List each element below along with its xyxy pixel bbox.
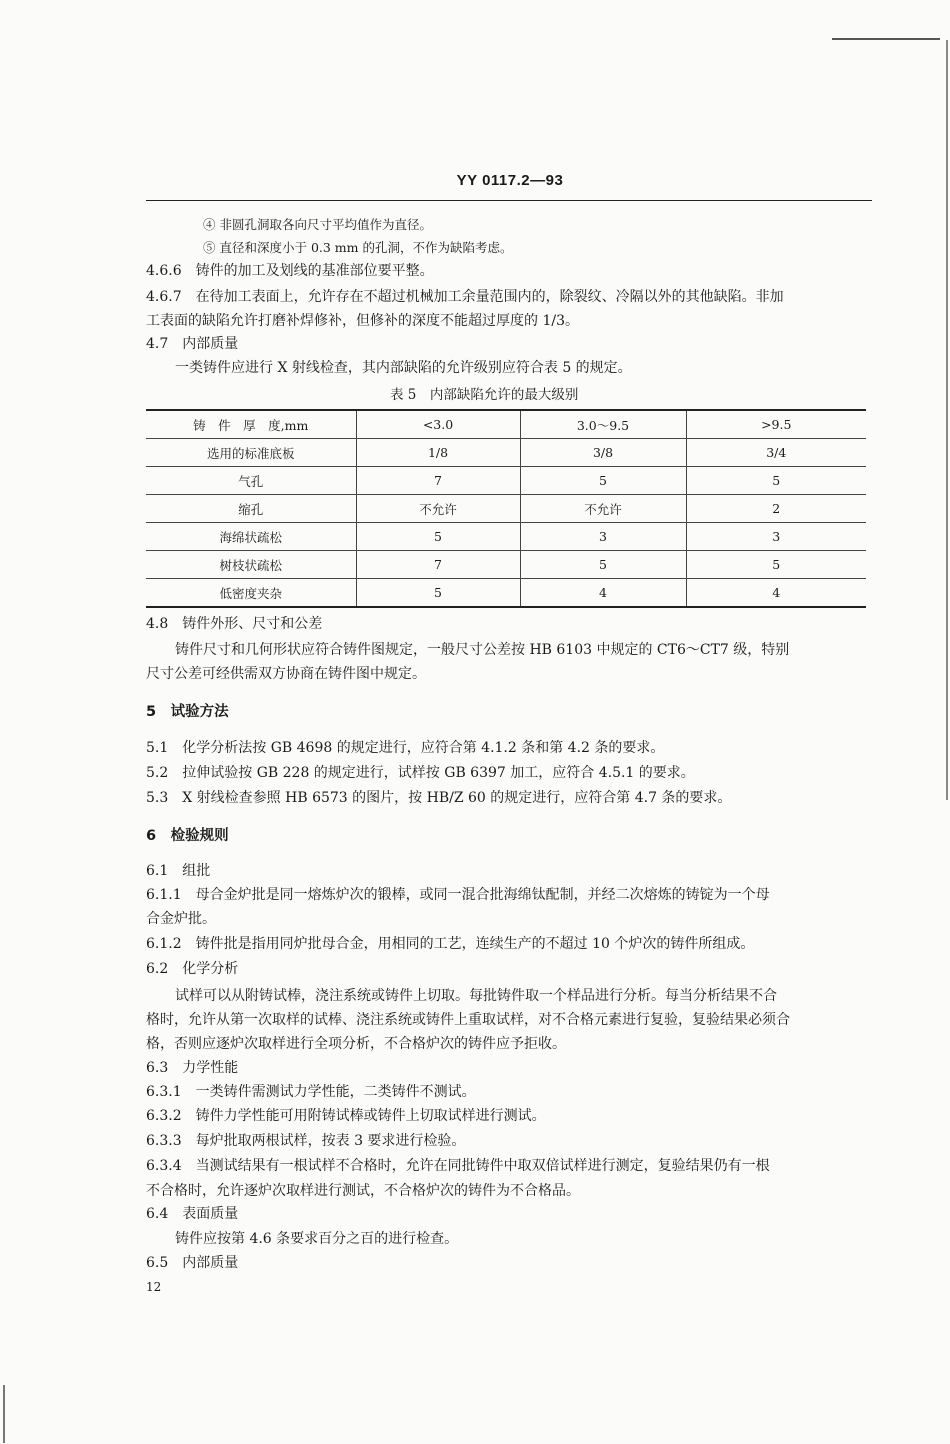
clause-4-6-7-line2: 工表面的缺陷允许打磨补焊修补，但修补的深度不能超过厚度的 1/3。 — [146, 313, 579, 329]
clause-4-8-line1: 铸件尺寸和几何形状应符合铸件图规定，一般尺寸公差按 HB 6103 中规定的 CT6～CT7 级，特别 — [175, 642, 790, 658]
header-cell: 3.0～9.5 — [520, 410, 686, 439]
clause-6-1-1-line2: 合金炉批。 — [146, 911, 216, 927]
table-cell: 5 — [356, 523, 520, 551]
clause-6-3-1: 6.3.1 一类铸件需测试力学性能，二类铸件不测试。 — [146, 1084, 476, 1100]
table-cell: 4 — [686, 579, 866, 608]
clause-6-3-3: 6.3.3 每炉批取两根试样，按表 3 要求进行检验。 — [146, 1133, 466, 1149]
table-cell: 4 — [520, 579, 686, 608]
row-label: 低密度夹杂 — [146, 579, 356, 608]
table-cell: 1/8 — [356, 439, 520, 467]
table-row — [146, 523, 866, 551]
scan-edge-line-right — [946, 40, 948, 800]
table5 — [146, 409, 866, 608]
table-cell: 5 — [520, 467, 686, 495]
clause-5-3: 5.3 X 射线检查参照 HB 6573 的图片，按 HB/Z 60 的规定进行，应符合第 4.7 条的要求。 — [146, 790, 732, 806]
header-cell: <3.0 — [356, 410, 520, 439]
clause-6-3: 6.3 力学性能 — [146, 1060, 239, 1076]
clause-6-1-2: 6.1.2 铸件批是指用同炉批母合金，用相同的工艺，连续生产的不超过 10 个炉次的铸件所组成。 — [146, 936, 755, 952]
standard-code-header: YY 0117.2—93 — [456, 172, 564, 189]
page-number: 12 — [146, 1280, 162, 1294]
table-cell: 3/8 — [520, 439, 686, 467]
header-cell: 铸 件 厚 度,mm — [146, 410, 356, 439]
note-4: ④ 非圆孔洞取各向尺寸平均值作为直径。 — [203, 217, 432, 232]
clause-5-1: 5.1 化学分析法按 GB 4698 的规定进行，应符合第 4.1.2 条和第 4.2 条的要求。 — [146, 740, 665, 756]
table-cell: 不允许 — [356, 495, 520, 523]
clause-6-2-line2: 格时，允许从第一次取样的试棒、浇注系统或铸件上重取试样，对不合格元素进行复验，复验结果必须合 — [146, 1012, 790, 1028]
clause-4-6-6: 4.6.6 铸件的加工及划线的基准部位要平整。 — [146, 263, 434, 279]
table-cell: 3/4 — [686, 439, 866, 467]
table-cell: 5 — [686, 467, 866, 495]
table-cell: 7 — [356, 467, 520, 495]
table-cell: 5 — [520, 551, 686, 579]
table-row — [146, 579, 866, 608]
row-label: 缩孔 — [146, 495, 356, 523]
table-row — [146, 467, 866, 495]
clause-6-1-1-line1: 6.1.1 母合金炉批是同一熔炼炉次的锻棒，或同一混合批海绵钛配制，并经二次熔炼的铸锭为一个母 — [146, 887, 770, 903]
scan-edge-line-left — [3, 1385, 5, 1443]
table-row — [146, 495, 866, 523]
clause-5-2: 5.2 拉伸试验按 GB 228 的规定进行，试样按 GB 6397 加工，应符合 4.5.1 的要求。 — [146, 765, 695, 781]
clause-4-8-title: 4.8 铸件外形、尺寸和公差 — [146, 616, 323, 632]
header-rule — [146, 200, 872, 201]
table-row — [146, 439, 866, 467]
clause-6-4-text: 铸件应按第 4.6 条要求百分之百的进行检查。 — [175, 1231, 459, 1247]
clause-4-7-text: 一类铸件应进行 X 射线检查，其内部缺陷的允许级别应符合表 5 的规定。 — [175, 360, 632, 376]
table-cell: 3 — [520, 523, 686, 551]
clause-4-7-title: 4.7 内部质量 — [146, 336, 239, 352]
section-5-title: 5 试验方法 — [146, 704, 229, 720]
clause-4-6-7-line1: 4.6.7 在待加工表面上，允许存在不超过机械加工余量范围内的，除裂纹、冷隔以外的其他缺陷。非加 — [146, 289, 784, 305]
row-label: 选用的标准底板 — [146, 439, 356, 467]
clause-6-2-line1: 试样可以从附铸试棒，浇注系统或铸件上切取。每批铸件取一个样品进行分析。每当分析结果不合 — [175, 988, 777, 1004]
clause-6-3-4-line1: 6.3.4 当测试结果有一根试样不合格时，允许在同批铸件中取双倍试样进行测定，复验结果仍有一根 — [146, 1158, 770, 1174]
section-6-title: 6 检验规则 — [146, 828, 229, 844]
clause-6-1: 6.1 组批 — [146, 863, 211, 879]
clause-6-5: 6.5 内部质量 — [146, 1255, 239, 1271]
table-cell: 7 — [356, 551, 520, 579]
row-label: 气孔 — [146, 467, 356, 495]
clause-4-8-line2: 尺寸公差可经供需双方协商在铸件图中规定。 — [146, 666, 426, 682]
table-row — [146, 551, 866, 579]
note-5: ⑤ 直径和深度小于 0.3 mm 的孔洞，不作为缺陷考虑。 — [203, 240, 513, 255]
table-cell: 不允许 — [520, 495, 686, 523]
clause-6-4: 6.4 表面质量 — [146, 1206, 239, 1222]
table-cell: 5 — [356, 579, 520, 608]
clause-6-3-2: 6.3.2 铸件力学性能可用附铸试棒或铸件上切取试样进行测试。 — [146, 1108, 546, 1124]
row-label: 树枝状疏松 — [146, 551, 356, 579]
table5-caption: 表 5 内部缺陷允许的最大级别 — [390, 387, 579, 403]
clause-6-2-line3: 格，否则应逐炉次取样进行全项分析，不合格炉次的铸件应予拒收。 — [146, 1036, 566, 1052]
table-cell: 5 — [686, 551, 866, 579]
clause-6-3-4-line2: 不合格时，允许逐炉次取样进行测试，不合格炉次的铸件为不合格品。 — [146, 1183, 580, 1199]
scan-edge-line-top — [832, 38, 940, 40]
row-label: 海绵状疏松 — [146, 523, 356, 551]
table-cell: 2 — [686, 495, 866, 523]
table-header-row — [146, 410, 866, 439]
header-cell: >9.5 — [686, 410, 866, 439]
clause-6-2: 6.2 化学分析 — [146, 961, 239, 977]
table-cell: 3 — [686, 523, 866, 551]
